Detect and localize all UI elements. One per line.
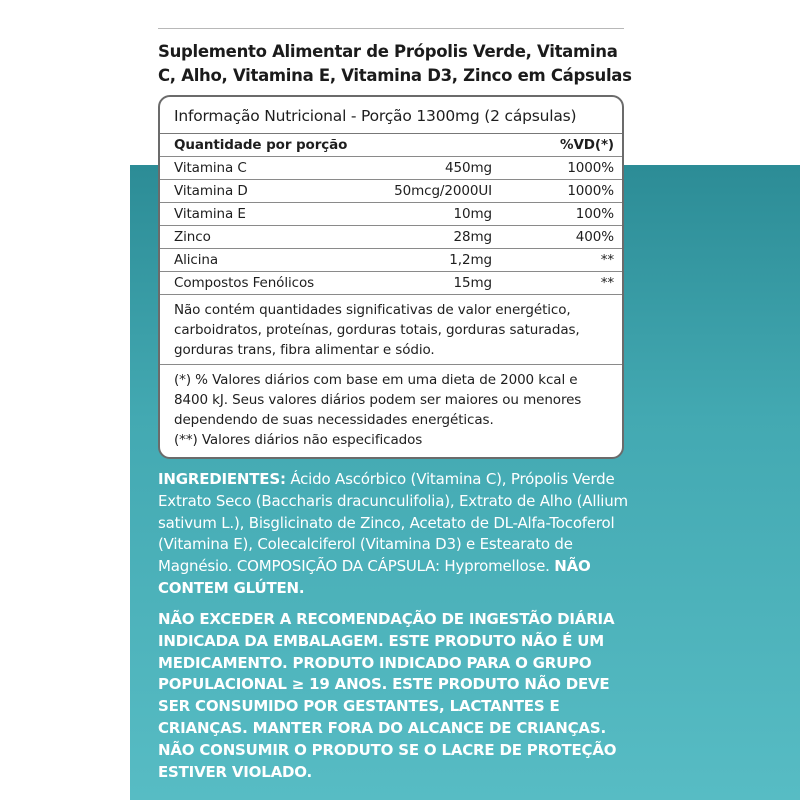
nutrient-vd: 1000% — [567, 183, 614, 199]
table-row — [160, 272, 622, 295]
nutrient-name: Vitamina C — [174, 160, 247, 176]
product-title: Suplemento Alimentar de Própolis Verde, Vitamina C, Alho, Vitamina E, Vitamina D3, Zinco em Cápsulas — [158, 42, 632, 85]
column-vd: %VD(*) — [560, 137, 614, 153]
top-divider — [158, 28, 624, 29]
nutrient-name: Vitamina D — [174, 183, 248, 199]
table-row — [160, 203, 622, 226]
nutrient-amount: 450mg — [445, 160, 492, 176]
nutrient-amount: 28mg — [453, 229, 492, 245]
nutrient-amount: 15mg — [453, 275, 492, 291]
table-row — [160, 180, 622, 203]
nutrient-amount: 1,2mg — [449, 252, 492, 268]
nutrient-amount: 50mcg/2000UI — [394, 183, 492, 199]
nutrient-vd: 100% — [575, 206, 614, 222]
table-row — [160, 157, 622, 180]
nutrition-header: Informação Nutricional - Porção 1300mg (2 cápsulas) — [160, 97, 622, 134]
footnotes — [160, 365, 622, 454]
nutrient-name: Zinco — [174, 229, 211, 245]
column-quantity: Quantidade por porção — [174, 137, 348, 153]
nutrient-vd: ** — [600, 252, 614, 268]
table-row — [160, 249, 622, 272]
footnote-not-specified: (**) Valores diários não especificados — [174, 432, 423, 448]
nutrition-column-header-row — [160, 134, 622, 157]
gluten-statement: NÃO CONTEM GLÚTEN. — [158, 557, 591, 597]
footnote-vd: (*) % Valores diários com base em uma dieta de 2000 kcal e 8400 kJ. Seus valores diários podem ser maiores ou menores dependendo de suas necessidades energéticas. — [174, 372, 582, 428]
nutrient-vd: ** — [600, 275, 614, 291]
nutrition-facts-table — [158, 95, 624, 459]
nutrient-name: Compostos Fenólicos — [174, 275, 315, 291]
ingredients-label: INGREDIENTES: — [158, 470, 286, 488]
nutrient-vd: 400% — [575, 229, 614, 245]
nutrient-amount: 10mg — [453, 206, 492, 222]
ingredients-text: Ácido Ascórbico (Vitamina C), Própolis Verde Extrato Seco (Baccharis dracunculifolia), Extrato de Alho (Allium sativum L.), Bisglicinato de Zinco, Acetato de DL-Alfa-Tocoferol (Vitamina E), Colecalciferol (Vitamina D3) e Estearato de Magnésio. COMPOSIÇÃO DA CÁPSULA: Hypromellose. — [158, 470, 628, 576]
nutrient-name: Alicina — [174, 252, 219, 268]
ingredients-paragraph — [158, 469, 628, 600]
no-significant-note: Não contém quantidades significativas de valor energético, carboidratos, proteínas, gorduras totais, gorduras saturadas, gorduras trans, fibra alimentar e sódio. — [160, 295, 622, 365]
nutrient-vd: 1000% — [567, 160, 614, 176]
table-row — [160, 226, 622, 249]
warning-paragraph: NÃO EXCEDER A RECOMENDAÇÃO DE INGESTÃO DIÁRIA INDICADA DA EMBALAGEM. ESTE PRODUTO NÃO É UM MEDICAMENTO. PRODUTO INDICADO PARA O GRUPO POPULACIONAL ≥ 19 ANOS. ESTE PRODUTO NÃO DEVE SER CONSUMIDO POR GESTANTES, LACTANTES E CRIANÇAS. MANTER FORA DO ALCANCE DE CRIANÇAS. NÃO CONSUMIR O PRODUTO SE O LACRE DE PROTEÇÃO ESTIVER VIOLADO. — [158, 610, 617, 781]
nutrient-name: Vitamina E — [174, 206, 246, 222]
